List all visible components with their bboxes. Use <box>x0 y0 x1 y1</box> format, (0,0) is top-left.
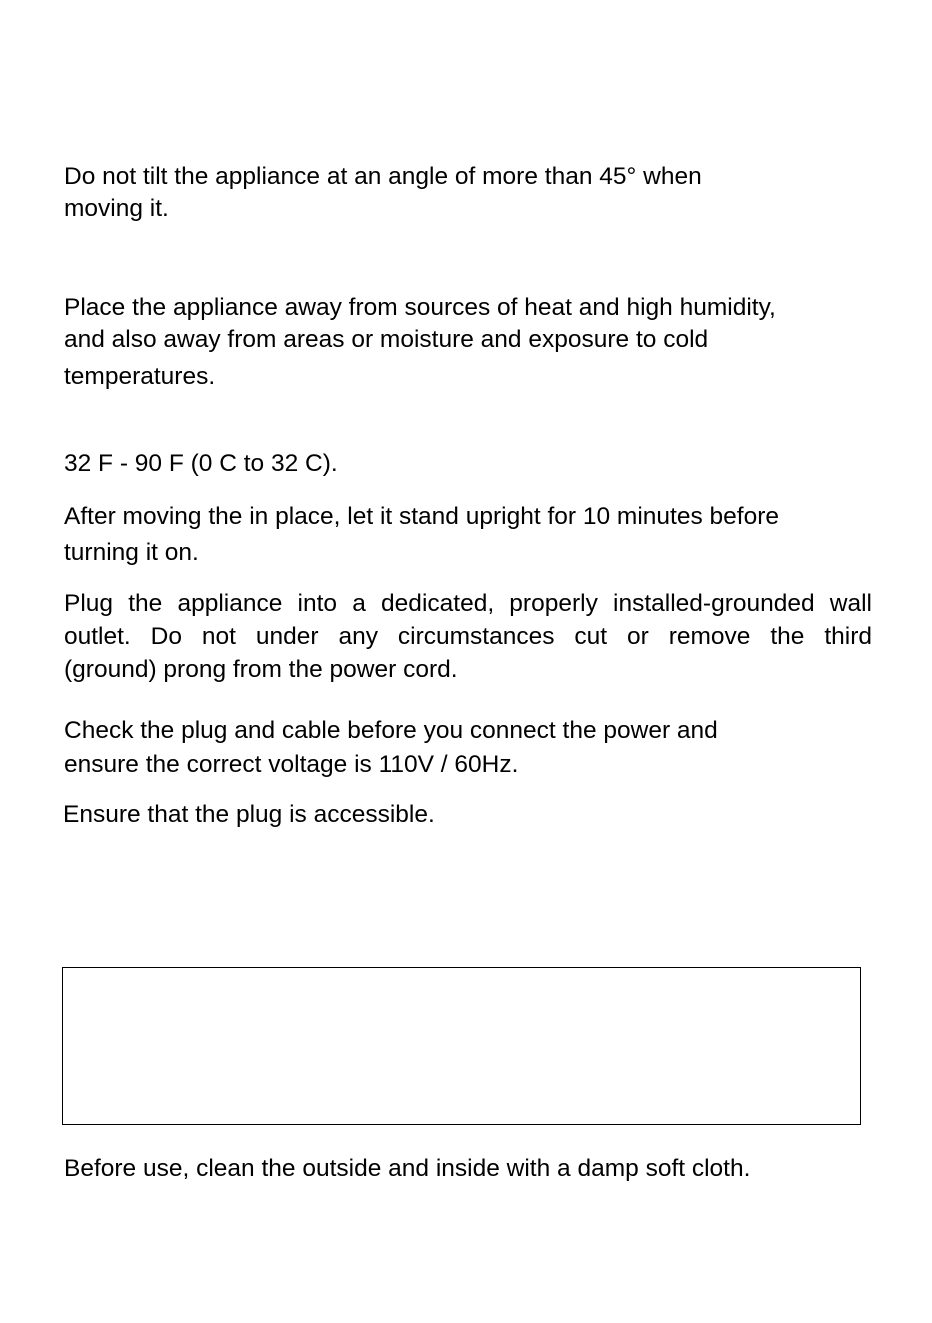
text-line: ensure the correct voltage is 110V / 60Hz. <box>64 751 519 778</box>
paragraph-grounding <box>64 588 872 686</box>
paragraph-plug-access <box>63 799 435 831</box>
paragraph-temperature-range <box>64 448 338 480</box>
text-line: and also away from areas or moisture and exposure to cold <box>64 326 709 353</box>
text-line: temperatures. <box>64 363 216 390</box>
paragraph-stand-upright <box>64 501 779 569</box>
text-line: Do not tilt the appliance at an angle of more than 45° when <box>64 163 702 190</box>
text-line: turning it on. <box>64 539 199 566</box>
text-line: Plug the appliance into a dedicated, properly installed-grounded wall <box>64 590 872 617</box>
text-line: Check the plug and cable before you connect the power and <box>64 717 718 744</box>
paragraph-placement <box>64 292 776 393</box>
text-line: moving it. <box>64 195 169 222</box>
text-line: (ground) prong from the power cord. <box>64 656 458 683</box>
text-line: Place the appliance away from sources of heat and high humidity, <box>64 294 776 321</box>
paragraph-voltage-check <box>64 715 718 781</box>
paragraph-tilt-warning <box>64 161 702 225</box>
text-line: Before use, clean the outside and inside with a damp soft cloth. <box>64 1155 751 1182</box>
paragraph-cleaning <box>64 1153 750 1185</box>
text-line: outlet. Do not under any circumstances cut or remove the third <box>64 623 872 650</box>
text-line: Ensure that the plug is accessible. <box>63 801 435 828</box>
text-line: 32 F - 90 F (0 C to 32 C). <box>64 450 338 477</box>
empty-notice-box <box>62 967 861 1125</box>
text-line: After moving the in place, let it stand upright for 10 minutes before <box>64 503 779 530</box>
